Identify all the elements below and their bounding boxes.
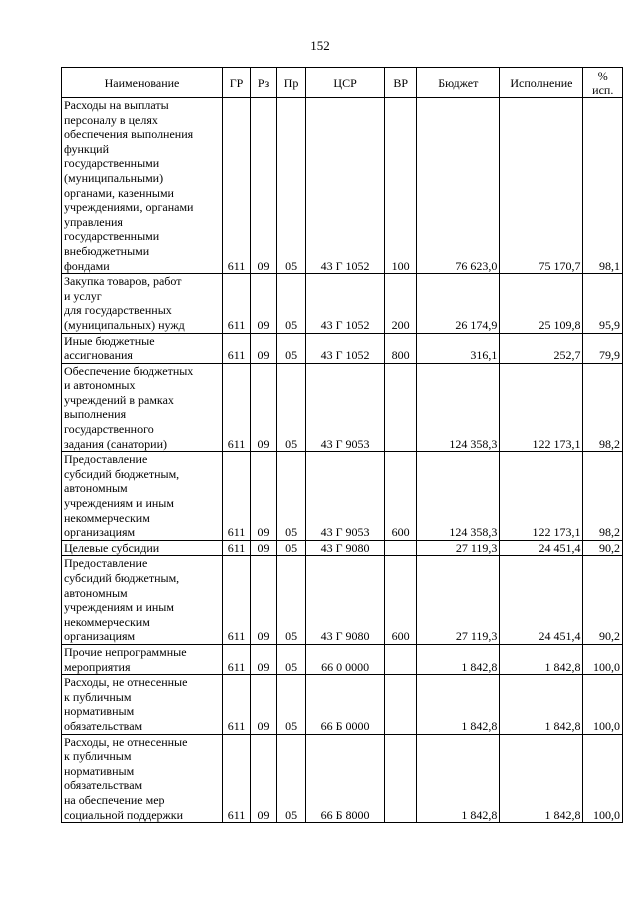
row-gr: 611 [223,333,251,363]
row-pr: 05 [277,540,306,556]
row-rz: 09 [251,274,277,333]
table-row [62,675,623,734]
row-percent: 98,2 [583,452,623,541]
row-pr: 05 [277,274,306,333]
row-gr: 611 [223,556,251,645]
row-execution: 75 170,7 [500,98,583,274]
row-name: Расходы, не отнесенные к публичным нормативным обязательствам на обеспечение мер социальной поддержки [62,734,223,823]
row-csr: 43 Г 1052 [306,274,385,333]
header-execution: Исполнение [500,68,583,98]
header-percent: % исп. [583,68,623,98]
row-execution: 24 451,4 [500,540,583,556]
row-budget: 76 623,0 [417,98,500,274]
header-csr: ЦСР [306,68,385,98]
row-budget: 27 119,3 [417,540,500,556]
row-pr: 05 [277,452,306,541]
header-budget: Бюджет [417,68,500,98]
row-name: Иные бюджетные ассигнования [62,333,223,363]
row-csr: 43 Г 9080 [306,556,385,645]
row-pr: 05 [277,675,306,734]
row-gr: 611 [223,734,251,823]
page-number: 152 [310,38,330,53]
row-budget: 124 358,3 [417,452,500,541]
row-vr [385,675,417,734]
row-budget: 124 358,3 [417,363,500,452]
row-execution: 24 451,4 [500,556,583,645]
row-vr: 600 [385,556,417,645]
row-vr: 200 [385,274,417,333]
row-execution: 1 842,8 [500,734,583,823]
row-vr: 600 [385,452,417,541]
header-vr: ВР [385,68,417,98]
row-csr: 66 Б 8000 [306,734,385,823]
row-budget: 27 119,3 [417,556,500,645]
row-budget: 1 842,8 [417,675,500,734]
row-pr: 05 [277,556,306,645]
row-name: Предоставление субсидий бюджетным, автономным учреждениям и иным некоммерческим организациям [62,556,223,645]
row-csr: 43 Г 1052 [306,333,385,363]
row-execution: 252,7 [500,333,583,363]
row-csr: 43 Г 9053 [306,452,385,541]
table-row [62,333,623,363]
row-rz: 09 [251,363,277,452]
row-budget: 316,1 [417,333,500,363]
row-pr: 05 [277,98,306,274]
header-gr: ГР [223,68,251,98]
table-row [62,734,623,823]
row-percent: 98,2 [583,363,623,452]
row-csr: 43 Г 9080 [306,540,385,556]
row-execution: 25 109,8 [500,274,583,333]
row-vr [385,363,417,452]
row-percent: 100,0 [583,644,623,674]
row-name: Закупка товаров, работ и услуг для государственных (муниципальных) нужд [62,274,223,333]
row-rz: 09 [251,556,277,645]
row-percent: 100,0 [583,675,623,734]
row-rz: 09 [251,333,277,363]
row-rz: 09 [251,540,277,556]
table-row [62,274,623,333]
row-name: Прочие непрограммные мероприятия [62,644,223,674]
table-row [62,556,623,645]
header-pr: Пр [277,68,306,98]
row-percent: 90,2 [583,556,623,645]
row-vr [385,734,417,823]
row-csr: 66 0 0000 [306,644,385,674]
row-gr: 611 [223,644,251,674]
row-percent: 79,9 [583,333,623,363]
header-rz: Рз [251,68,277,98]
row-percent: 95,9 [583,274,623,333]
budget-table [61,67,623,823]
row-name: Целевые субсидии [62,540,223,556]
row-pr: 05 [277,644,306,674]
row-pr: 05 [277,333,306,363]
row-gr: 611 [223,675,251,734]
table-header-row [62,68,623,98]
row-execution: 1 842,8 [500,644,583,674]
row-budget: 1 842,8 [417,734,500,823]
row-vr [385,644,417,674]
row-execution: 122 173,1 [500,363,583,452]
row-percent: 100,0 [583,734,623,823]
row-csr: 66 Б 0000 [306,675,385,734]
row-execution: 1 842,8 [500,675,583,734]
header-name: Наименование [62,68,223,98]
row-rz: 09 [251,734,277,823]
row-name: Обеспечение бюджетных и автономных учреждений в рамках выполнения государственного задания (санатории) [62,363,223,452]
row-percent: 98,1 [583,98,623,274]
row-rz: 09 [251,675,277,734]
row-name: Предоставление субсидий бюджетным, автономным учреждениям и иным некоммерческим организациям [62,452,223,541]
row-name: Расходы, не отнесенные к публичным нормативным обязательствам [62,675,223,734]
row-csr: 43 Г 1052 [306,98,385,274]
row-gr: 611 [223,274,251,333]
row-pr: 05 [277,734,306,823]
row-csr: 43 Г 9053 [306,363,385,452]
row-gr: 611 [223,452,251,541]
row-percent: 90,2 [583,540,623,556]
row-rz: 09 [251,644,277,674]
row-rz: 09 [251,452,277,541]
table-row [62,644,623,674]
row-name: Расходы на выплаты персоналу в целях обеспечения выполнения функций государственными (муниципальными) органами, казенными учреждениями, органами управления государственными внебюджетными фондами [62,98,223,274]
table-row [62,452,623,541]
row-gr: 611 [223,540,251,556]
row-rz: 09 [251,98,277,274]
row-budget: 1 842,8 [417,644,500,674]
row-pr: 05 [277,363,306,452]
row-execution: 122 173,1 [500,452,583,541]
table-row [62,98,623,274]
table-row [62,540,623,556]
row-gr: 611 [223,363,251,452]
table-row [62,363,623,452]
row-vr: 100 [385,98,417,274]
row-budget: 26 174,9 [417,274,500,333]
row-vr: 800 [385,333,417,363]
row-vr [385,540,417,556]
row-gr: 611 [223,98,251,274]
